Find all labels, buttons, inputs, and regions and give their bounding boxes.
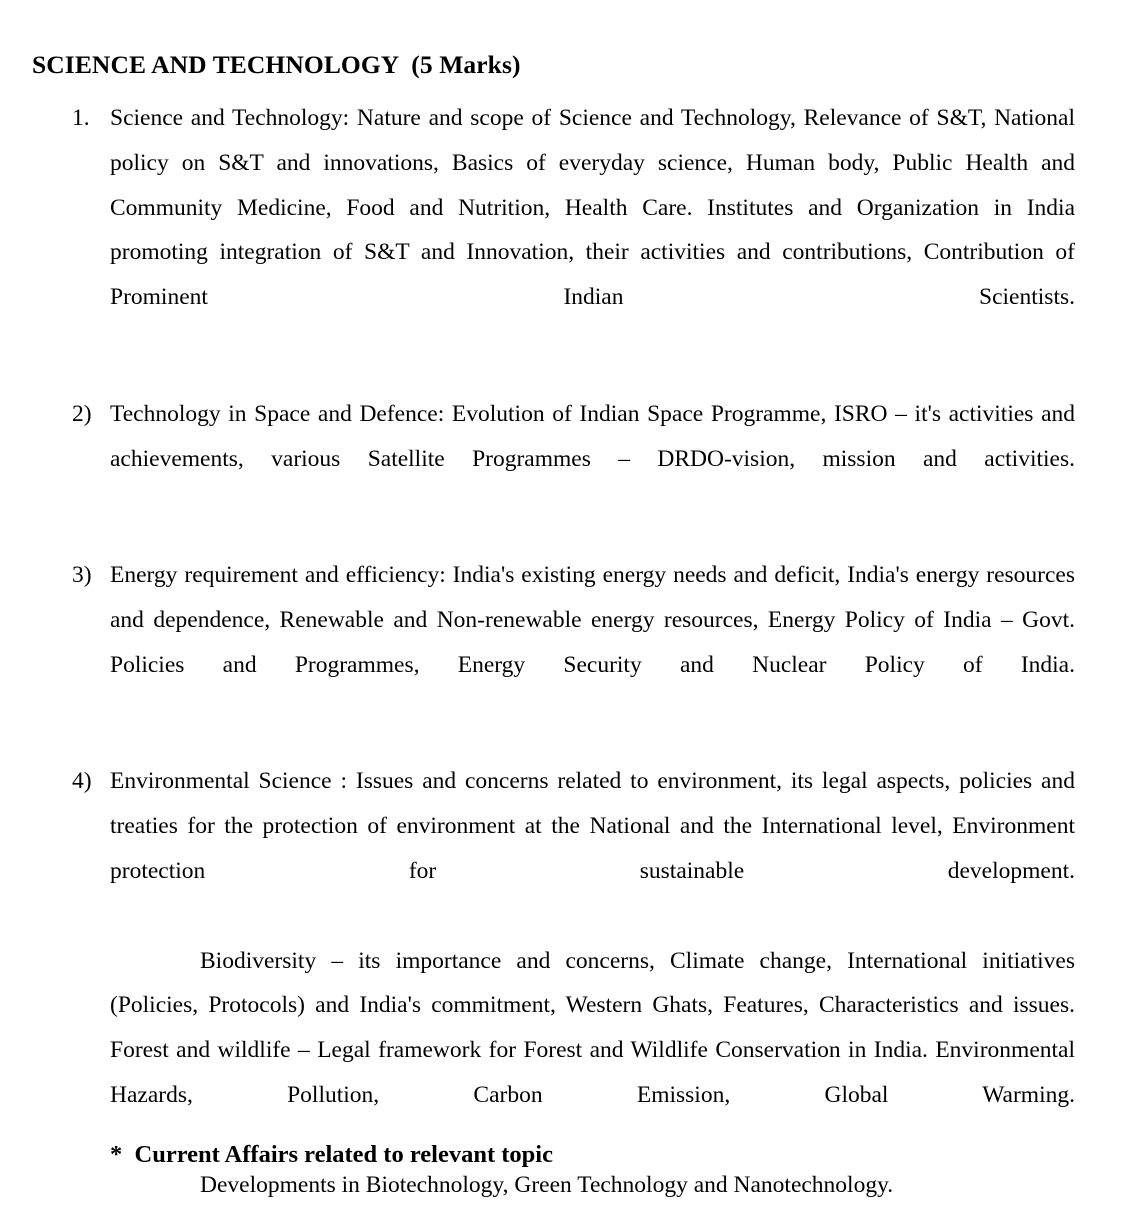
list-item-marker: 2) (72, 400, 92, 427)
list-item-marker: 1. (72, 105, 90, 131)
sub-paragraph: Biodiversity – its importance and concerns, Climate change, International initiatives (Policies, Protocols) and India's commitment, Western Ghats, Features, Characteristics and issues. Forest and wildlife – Legal framework for Forest and Wildlife Conservation in India. Environmental Hazards, Pollution, Carbon Emission, Global Warming. (110, 947, 1075, 1108)
list-item-text: Science and Technology: Nature and scope of Science and Technology, Relevance of S&T, National policy on S&T and innovations, Basics of everyday science, Human body, Public Health and Community Medicine, Food and Nutrition, Health Care. Institutes and Organization in India promoting integration of S&T and Innovation, their activities and contributions, Contribution of Prominent Indian Scientists. (110, 105, 1075, 311)
footnote-current-affairs: * Current Affairs related to relevant topic (110, 1141, 553, 1168)
list-item-text: Environmental Science : Issues and concerns related to environment, its legal aspects, policies and treaties for the protection of environment at the National and the International level, Environment protection for sustainable development. (110, 768, 1075, 884)
list-item (0, 759, 1144, 938)
closing-line: Developments in Biotechnology, Green Technology and Nanotechnology. (200, 1171, 894, 1198)
list-item-text: Energy requirement and efficiency: India's existing energy needs and deficit, India's energy resources and dependence, Renewable and Non-renewable energy resources, Energy Policy of India – Govt. Policies and Programmes, Energy Security and Nuclear Policy of India. (110, 562, 1075, 678)
list-item-marker: 4) (72, 768, 92, 795)
list-item (0, 96, 1144, 365)
page-title: SCIENCE AND TECHNOLOGY (5 Marks) (32, 50, 521, 79)
list-item-marker: 3) (72, 562, 92, 589)
list-item (0, 392, 1144, 526)
list-item-text: Technology in Space and Defence: Evolution of Indian Space Programme, ISRO – it's activities and achievements, various Satellite Programmes – DRDO-vision, mission and activities. (110, 400, 1075, 472)
syllabus-list (0, 96, 1144, 1207)
list-item (0, 553, 1144, 732)
